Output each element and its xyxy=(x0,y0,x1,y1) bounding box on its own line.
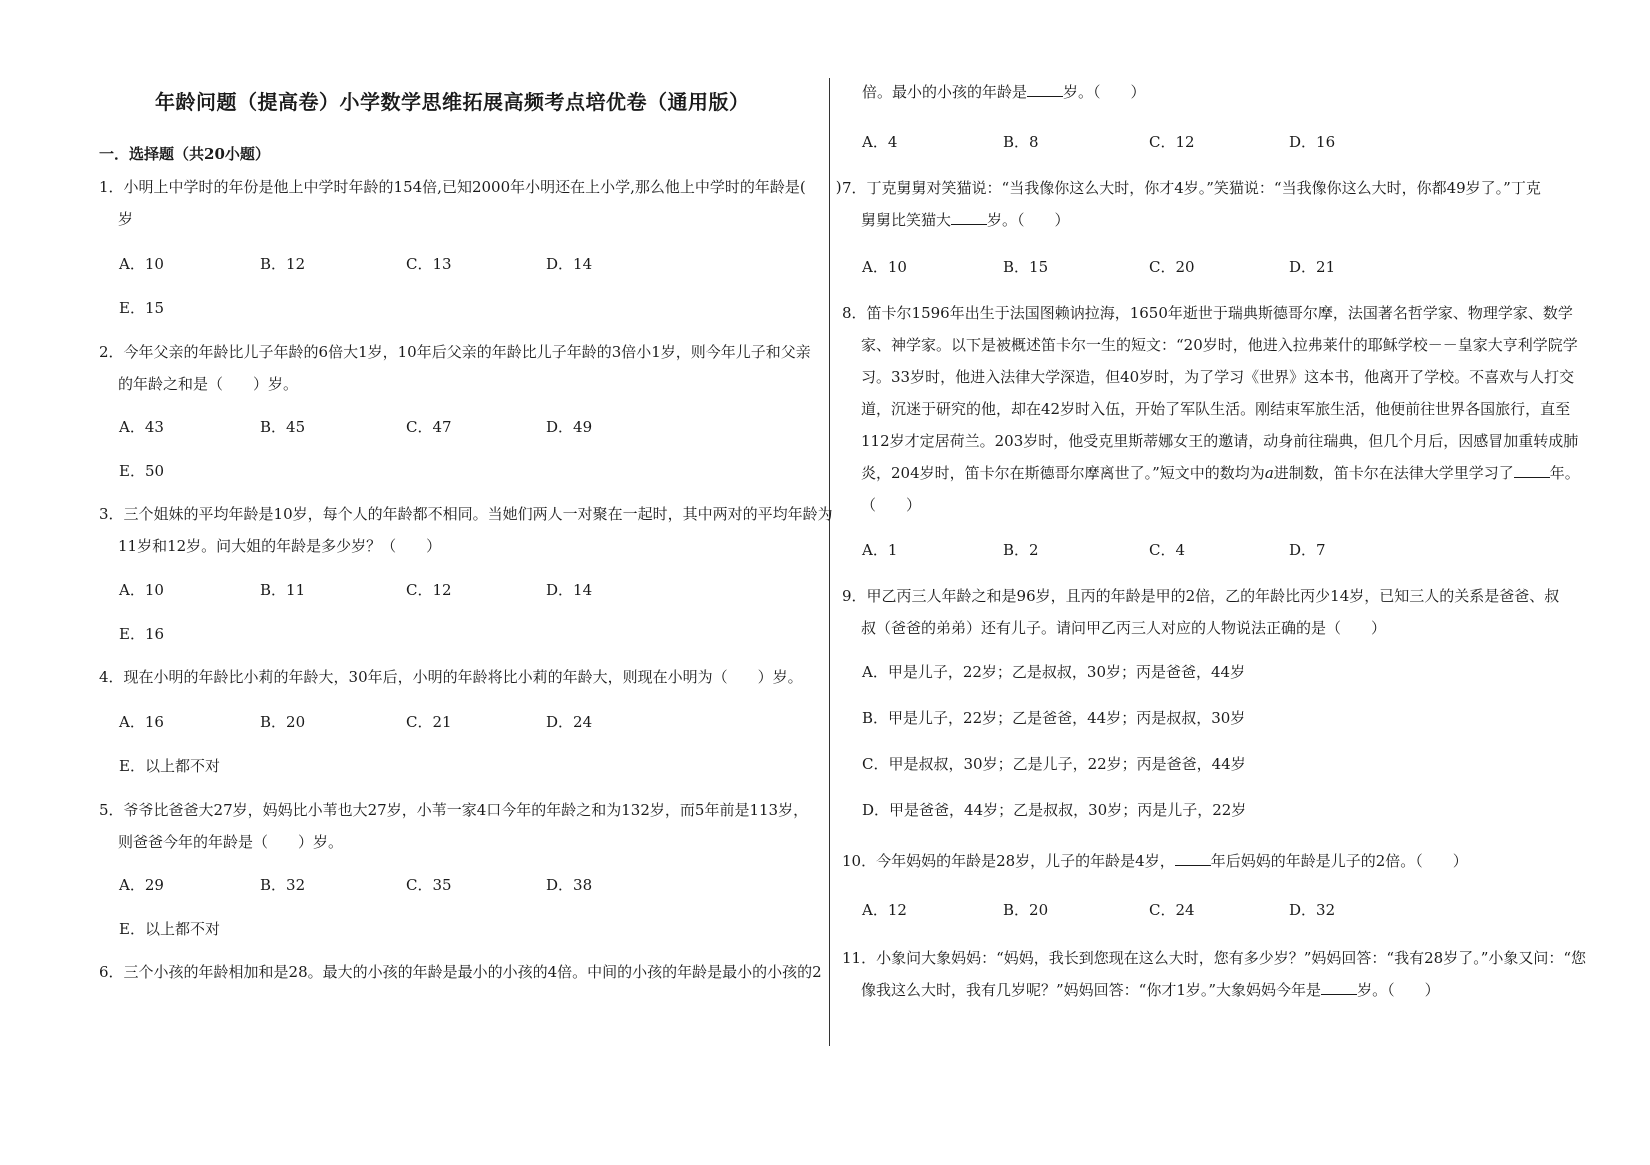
answer-blank[interactable] xyxy=(1175,850,1211,866)
option[interactable]: A．10 xyxy=(119,255,164,273)
question-5: 5．爷爷比爸爸大27岁，妈妈比小苇也大27岁，小苇一家4口今年的年龄之和为132岁，而5年前是113岁， 则爸爸今年的年龄是（ ）岁。 xyxy=(99,801,809,851)
option[interactable]: A．4 xyxy=(862,133,898,151)
option[interactable]: E．以上都不对 xyxy=(119,920,220,938)
option[interactable]: B．32 xyxy=(260,876,306,894)
question-1: 1．小明上中学时的年份是他上中学时年龄的154倍,已知2000年小明还在上小学,那么他上中学时的年龄是( ) 岁 xyxy=(99,178,842,228)
option[interactable]: E．16 xyxy=(119,625,165,643)
option[interactable]: A．1 xyxy=(862,541,898,559)
option[interactable]: A．10 xyxy=(119,581,164,599)
option[interactable]: D．24 xyxy=(546,713,593,731)
answer-blank[interactable] xyxy=(1321,979,1357,995)
option[interactable]: B．甲是儿子，22岁；乙是爸爸，44岁；丙是叔叔，30岁 xyxy=(862,709,1246,727)
option[interactable]: C．24 xyxy=(1149,901,1195,919)
option[interactable]: B．2 xyxy=(1003,541,1039,559)
option[interactable]: E．以上都不对 xyxy=(119,757,220,775)
option[interactable]: C．35 xyxy=(406,876,452,894)
section-heading: 一．选择题（共20小题） xyxy=(99,145,270,163)
option[interactable]: E．15 xyxy=(119,299,165,317)
option[interactable]: B．8 xyxy=(1003,133,1039,151)
option[interactable]: A．29 xyxy=(119,876,164,894)
option[interactable]: D．14 xyxy=(546,255,593,273)
option[interactable]: C．21 xyxy=(406,713,452,731)
answer-blank[interactable] xyxy=(1514,462,1550,478)
option[interactable]: D．16 xyxy=(1289,133,1336,151)
question-4: 4．现在小明的年龄比小莉的年龄大，30年后，小明的年龄将比小莉的年龄大，则现在小明为（ ）岁。 xyxy=(99,668,803,686)
option[interactable]: C．13 xyxy=(406,255,452,273)
question-2: 2．今年父亲的年龄比儿子年龄的6倍大1岁，10年后父亲的年龄比儿子年龄的3倍小1岁，则今年儿子和父亲 的年龄之和是（ ）岁。 xyxy=(99,343,811,393)
option[interactable]: C．47 xyxy=(406,418,452,436)
option[interactable]: A．12 xyxy=(862,901,907,919)
option[interactable]: A．甲是儿子，22岁；乙是叔叔，30岁；丙是爸爸，44岁 xyxy=(862,663,1246,681)
option[interactable]: A．43 xyxy=(119,418,164,436)
option[interactable]: C．4 xyxy=(1149,541,1186,559)
option[interactable]: B．12 xyxy=(260,255,306,273)
question-7: 7．丁克舅舅对笑猫说：“当我像你这么大时，你才4岁。”笑猫说：“当我像你这么大时，你都49岁了。”丁克 舅舅比笑猫大 岁。（ ） xyxy=(842,179,1541,229)
option[interactable]: D．21 xyxy=(1289,258,1336,276)
option[interactable]: B．45 xyxy=(260,418,306,436)
question-6-continued: 倍。最小的小孩的年龄是 岁。（ ） xyxy=(862,83,1146,101)
option[interactable]: D．7 xyxy=(1289,541,1326,559)
answer-blank[interactable] xyxy=(1027,81,1063,97)
option[interactable]: C．20 xyxy=(1149,258,1195,276)
option[interactable]: A．10 xyxy=(862,258,907,276)
question-10: 10．今年妈妈的年龄是28岁，儿子的年龄是4岁， 年后妈妈的年龄是儿子的2倍。（ ） xyxy=(842,852,1468,870)
question-3: 3．三个姐妹的平均年龄是10岁，每个人的年龄都不相同。当她们两人一对聚在一起时，其中两对的平均年龄为 11岁和12岁。问大姐的年龄是多少岁？（ ） xyxy=(99,505,833,555)
option[interactable]: E．50 xyxy=(119,462,165,480)
page-title: 年龄问题（提高卷）小学数学思维拓展高频考点培优卷（通用版） xyxy=(155,90,750,114)
option[interactable]: D．49 xyxy=(546,418,593,436)
question-11: 11．小象问大象妈妈：“妈妈，我长到您现在这么大时，您有多少岁？”妈妈回答：“我有28岁了。”小象又问：“您 像我这么大时，我有几岁呢？”妈妈回答：“你才1岁。”大象妈妈今年是 岁。（ ） xyxy=(842,949,1587,999)
question-8: 8．笛卡尔1596年出生于法国图赖讷拉海，1650年逝世于瑞典斯德哥尔摩，法国著名哲学家、物理学家、数学 家、神学家。以下是被概述笛卡尔一生的短文：“20岁时，他进入拉弗莱什的耶稣学校－－皇家大亨利学院学 习。33岁时，他进入法律大学深造，但40岁时，为了学习《世界》这本书，他离开了学校。不喜欢与人打交 道，沉迷于研究的他，却在42岁时入伍，开始了军队生活。刚结束军旅生活，他便前往世界各国旅行，直至 112岁才定居荷兰。203岁时，他受克里斯蒂娜女王的邀请，动身前往瑞典，但几个月后，因感冒加重转成肺 炎，204岁时，笛卡尔在斯德哥尔摩离世了。”短文中的数均为a进制数，笛卡尔在法律大学里学习了 年。 （ ） xyxy=(842,304,1580,514)
option[interactable]: D．14 xyxy=(546,581,593,599)
option[interactable]: D．38 xyxy=(546,876,593,894)
option[interactable]: D．甲是爸爸，44岁；乙是叔叔，30岁；丙是儿子，22岁 xyxy=(862,801,1247,819)
option[interactable]: C．12 xyxy=(1149,133,1195,151)
option[interactable]: C．12 xyxy=(406,581,452,599)
answer-blank[interactable] xyxy=(951,209,987,225)
option[interactable]: B．20 xyxy=(1003,901,1049,919)
option[interactable]: D．32 xyxy=(1289,901,1336,919)
option[interactable]: A．16 xyxy=(119,713,164,731)
question-6: 6．三个小孩的年龄相加和是28。最大的小孩的年龄是最小的小孩的4倍。中间的小孩的年龄是最小的小孩的2 xyxy=(99,963,822,981)
option[interactable]: B．20 xyxy=(260,713,306,731)
option[interactable]: B．11 xyxy=(260,581,306,599)
question-9: 9．甲乙丙三人年龄之和是96岁，且丙的年龄是甲的2倍，乙的年龄比丙少14岁，已知三人的关系是爸爸、叔 叔（爸爸的弟弟）还有儿子。请问甲乙丙三人对应的人物说法正确的是（ ） xyxy=(842,587,1560,637)
option[interactable]: B．15 xyxy=(1003,258,1049,276)
option[interactable]: C．甲是叔叔，30岁；乙是儿子，22岁；丙是爸爸，44岁 xyxy=(862,755,1246,773)
